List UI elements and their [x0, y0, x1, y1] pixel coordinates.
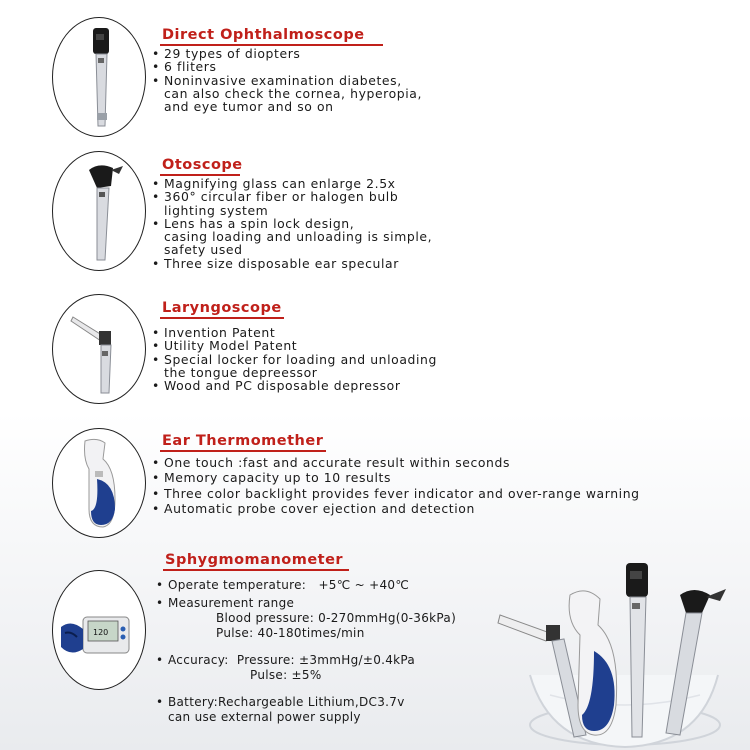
list-item: • Memory capacity up to 10 results — [152, 470, 392, 486]
device-group-photo — [490, 555, 745, 750]
list-item: • Invention Patent — [152, 325, 276, 340]
list-item: • Lens has a spin lock design, casing loading and unloading is simple, safety used — [152, 215, 433, 258]
list-item: • Automatic probe cover ejection and detection — [152, 500, 475, 516]
thermometer-title: Ear Thermomether — [162, 433, 324, 449]
list-item: • Utility Model Patent — [152, 338, 298, 354]
laryngoscope-features — [152, 326, 437, 392]
ophthalmoscope-title: Direct Ophthalmoscope — [162, 27, 365, 43]
pulse-range: Pulse: 40-180times/min — [216, 626, 365, 640]
blood-pressure-range: Blood pressure: 0-270mmHg(0-36kPa) — [216, 611, 457, 625]
ophthalmoscope-features — [152, 47, 422, 113]
otoscope-features — [152, 177, 432, 270]
list-item: • One touch :fast and accurate result within seconds — [152, 455, 511, 470]
ophthalmoscope-icon — [52, 17, 146, 137]
otoscope-icon — [52, 151, 146, 271]
title-underline — [160, 317, 284, 319]
measurement-range: • Measurement range — [156, 596, 295, 610]
list-item: • 360° circular fiber or halogen bulb lighting system — [152, 189, 399, 218]
battery-note: can use external power supply — [168, 710, 361, 724]
title-underline — [163, 569, 349, 571]
accuracy: • Accuracy: Pressure: ±3mmHg/±0.4kPa — [156, 653, 416, 667]
laryngoscope-title: Laryngoscope — [162, 300, 282, 316]
title-underline — [160, 450, 326, 452]
sphyg-specs — [156, 578, 456, 725]
bp-monitor-icon — [52, 570, 146, 690]
thermometer-icon — [52, 428, 146, 538]
list-item: • 29 types of diopters — [152, 46, 301, 61]
thermometer-features — [152, 456, 640, 515]
battery: • Battery:Rechargeable Lithium,DC3.7v — [156, 695, 405, 709]
list-item: • Three size disposable ear specular — [152, 255, 399, 271]
sphyg-title: Sphygmomanometer — [165, 552, 344, 568]
list-item: • 6 fliters — [152, 59, 217, 75]
svg-text:120: 120 — [93, 628, 109, 637]
laryngoscope-icon — [52, 294, 146, 404]
otoscope-title: Otoscope — [162, 157, 243, 173]
operate-temperature: • Operate temperature: +5℃ ~ +40℃ — [156, 578, 410, 592]
accuracy-pulse: Pulse: ±5% — [250, 668, 322, 682]
list-item: • Three color backlight provides fever indicator and over-range warning — [152, 485, 640, 501]
list-item: • Magnifying glass can enlarge 2.5x — [152, 176, 396, 191]
list-item: • Special locker for loading and unloading the tongue depreessor — [152, 351, 437, 380]
list-item: • Noninvasive examination diabetes, can also check the cornea, hyperopia, and eye tumor and so on — [152, 72, 423, 115]
list-item: • Wood and PC disposable depressor — [152, 378, 401, 394]
